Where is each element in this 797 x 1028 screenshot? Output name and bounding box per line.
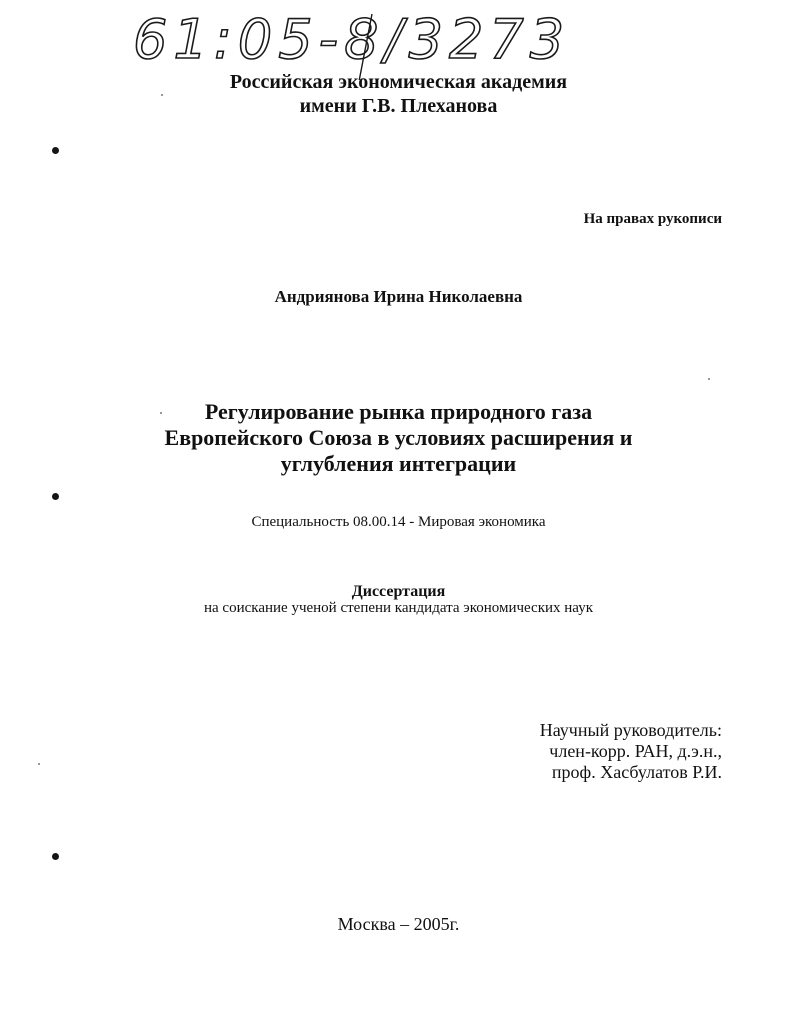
supervisor-name: проф. Хасбулатов Р.И. bbox=[551, 762, 722, 782]
organization-name-line2: имени Г.В. Плеханова bbox=[299, 95, 498, 117]
handwritten-archive-number bbox=[0, 0, 797, 80]
archive-number-text: 61:05-8/3273 bbox=[133, 8, 571, 71]
scan-speck bbox=[160, 412, 162, 414]
degree-description: на соискание ученой степени кандидата экономических наук bbox=[203, 600, 593, 616]
supervisor-label: Научный руководитель: bbox=[539, 720, 722, 740]
punch-hole-mark bbox=[52, 493, 59, 500]
scan-speck bbox=[161, 94, 163, 96]
organization-name-line1: Российская экономическая академия bbox=[229, 71, 568, 93]
punch-hole-mark bbox=[52, 853, 59, 860]
punch-hole-mark bbox=[52, 147, 59, 154]
dissertation-title-line3: углубления интеграции bbox=[280, 451, 517, 476]
supervisor-credentials: член-корр. РАН, д.э.н., bbox=[549, 741, 722, 761]
scan-speck bbox=[38, 763, 40, 765]
dissertation-title-line2: Европейского Союза в условиях расширения и bbox=[164, 425, 633, 450]
supervisor-block bbox=[540, 720, 722, 783]
scan-speck bbox=[708, 378, 710, 380]
specialty-line: Специальность 08.00.14 - Мировая экономика bbox=[251, 514, 546, 530]
dissertation-title-line1: Регулирование рынка природного газа bbox=[204, 399, 593, 424]
city-year: Москва – 2005г. bbox=[337, 914, 460, 934]
manuscript-rights-note: На правах рукописи bbox=[583, 211, 722, 227]
document-type: Диссертация bbox=[351, 583, 446, 600]
author-name: Андриянова Ирина Николаевна bbox=[274, 287, 523, 306]
